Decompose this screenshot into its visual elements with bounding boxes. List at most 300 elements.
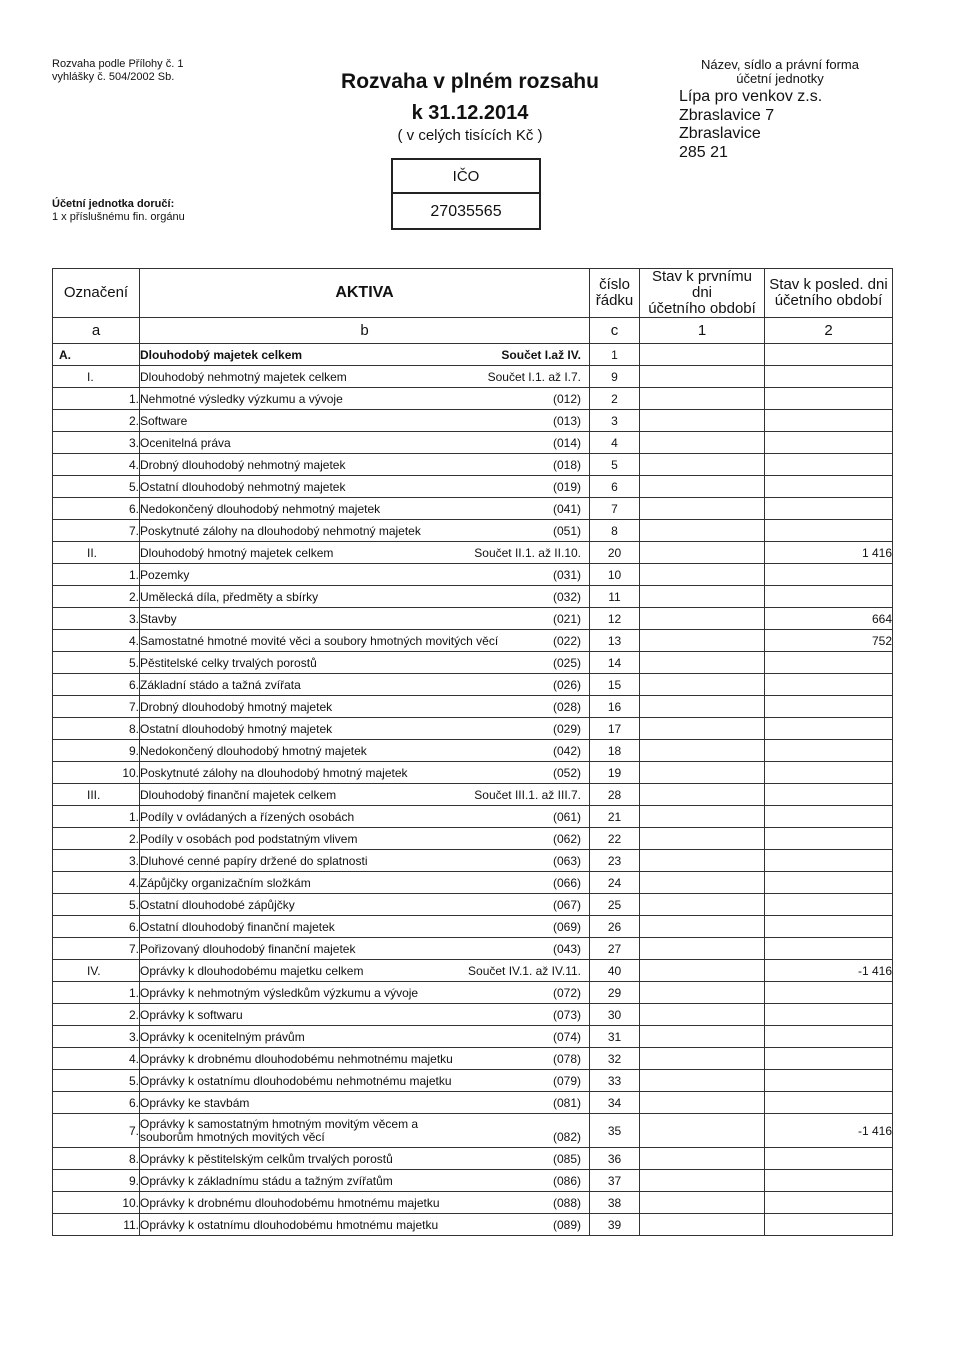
table-row — [53, 696, 893, 718]
cell-row-number: 36 — [590, 1148, 640, 1170]
cell-item-label: Software — [140, 413, 188, 428]
table-row — [53, 1148, 893, 1170]
cell-oznaceni: III. — [53, 784, 140, 806]
cell-aktiva — [140, 1192, 590, 1214]
cell-row-number: 15 — [590, 674, 640, 696]
cell-aktiva — [140, 762, 590, 784]
cell-row-number: 2 — [590, 388, 640, 410]
cell-oznaceni: 9. — [53, 740, 140, 762]
cell-row-number: 13 — [590, 630, 640, 652]
cell-value-start — [640, 608, 765, 630]
cell-aktiva — [140, 696, 590, 718]
cell-account-code: (074) — [552, 1029, 581, 1044]
cell-item-label: Oprávky k základnímu stádu a tažným zvířatům — [140, 1173, 393, 1188]
cell-oznaceni: 8. — [53, 1148, 140, 1170]
cell-account-code: (014) — [552, 435, 581, 450]
cell-aktiva — [140, 630, 590, 652]
cell-row-number: 1 — [590, 344, 640, 366]
cell-value-end — [765, 674, 893, 696]
cell-aktiva — [140, 520, 590, 542]
cell-account-code: (063) — [552, 853, 581, 868]
subheader-col2: 2 — [765, 318, 893, 344]
cell-account-code: (086) — [552, 1173, 581, 1188]
cell-row-number: 8 — [590, 520, 640, 542]
cell-oznaceni: 1. — [53, 982, 140, 1004]
header-stav-posled-1: Stav k posled. dni — [769, 276, 888, 293]
cell-value-end — [765, 366, 893, 388]
cell-oznaceni: 2. — [53, 410, 140, 432]
ico-label: IČO — [393, 160, 539, 194]
cell-account-code: (018) — [552, 457, 581, 472]
cell-row-number: 11 — [590, 586, 640, 608]
cell-aktiva — [140, 1170, 590, 1192]
cell-value-start — [640, 1214, 765, 1236]
cell-value-start — [640, 894, 765, 916]
cell-row-number: 35 — [590, 1114, 640, 1148]
subheader-col1: 1 — [640, 318, 765, 344]
cell-oznaceni: 6. — [53, 674, 140, 696]
cell-account-code: (021) — [552, 611, 581, 626]
cell-item-label: Oprávky k softwaru — [140, 1007, 243, 1022]
entity-address — [679, 88, 822, 162]
cell-row-number: 9 — [590, 366, 640, 388]
cell-item-label: Stavby — [140, 611, 177, 626]
cell-value-end — [765, 784, 893, 806]
cell-aktiva — [140, 850, 590, 872]
cell-value-end — [765, 498, 893, 520]
entity-name: Lípa pro venkov z.s. — [679, 88, 823, 105]
cell-value-start — [640, 872, 765, 894]
cell-aktiva — [140, 894, 590, 916]
cell-row-number: 38 — [590, 1192, 640, 1214]
cell-value-start — [640, 410, 765, 432]
cell-row-number: 22 — [590, 828, 640, 850]
cell-value-start — [640, 542, 765, 564]
cell-row-number: 29 — [590, 982, 640, 1004]
cell-row-number: 18 — [590, 740, 640, 762]
cell-oznaceni: 5. — [53, 894, 140, 916]
table-row — [53, 1092, 893, 1114]
cell-row-number: 16 — [590, 696, 640, 718]
cell-row-number: 7 — [590, 498, 640, 520]
cell-value-end — [765, 916, 893, 938]
cell-account-code: (078) — [552, 1051, 581, 1066]
header-aktiva: AKTIVA — [140, 269, 590, 318]
cell-value-start — [640, 1070, 765, 1092]
cell-item-label: Oprávky k dlouhodobému majetku celkem — [140, 963, 364, 978]
cell-account-code: (041) — [552, 501, 581, 516]
cell-value-start — [640, 938, 765, 960]
cell-value-end — [765, 652, 893, 674]
table-row — [53, 740, 893, 762]
cell-account-code: (062) — [552, 831, 581, 846]
cell-item-label: Zápůjčky organizačním složkám — [140, 875, 311, 890]
cell-item-label: Oprávky k ostatnímu dlouhodobému hmotnému majetku — [140, 1217, 439, 1232]
cell-item-label: Nedokončený dlouhodobý hmotný majetek — [140, 743, 367, 758]
cell-oznaceni: 3. — [53, 1026, 140, 1048]
cell-value-end — [765, 432, 893, 454]
cell-value-end — [765, 1214, 893, 1236]
cell-row-number: 39 — [590, 1214, 640, 1236]
cell-account-code: (019) — [552, 479, 581, 494]
header-stav-prvni-2: účetního období — [648, 300, 756, 317]
cell-value-start — [640, 960, 765, 982]
cell-account-code: (052) — [552, 765, 581, 780]
report-units: ( v celých tisících Kč ) — [397, 127, 543, 144]
cell-value-end — [765, 1070, 893, 1092]
cell-item-label: Oprávky k ostatnímu dlouhodobému nehmotnému majetku — [140, 1073, 452, 1088]
cell-aktiva — [140, 344, 590, 366]
regulation-line-1: Rozvaha podle Přílohy č. 1 — [52, 58, 184, 70]
header-stav-posled — [765, 269, 893, 318]
cell-aktiva — [140, 1092, 590, 1114]
cell-aktiva — [140, 1048, 590, 1070]
cell-oznaceni: 7. — [53, 938, 140, 960]
cell-item-label: Oprávky k nehmotným výsledkům výzkumu a vývoje — [140, 985, 419, 1000]
cell-value-end: -1 416 — [765, 960, 893, 982]
cell-aktiva — [140, 498, 590, 520]
cell-item-label: Poskytnuté zálohy na dlouhodobý nehmotný majetek — [140, 523, 421, 538]
cell-account-code: (072) — [552, 985, 581, 1000]
page-title: Rozvaha v plném rozsahu — [341, 70, 599, 93]
entity-city: Zbraslavice — [679, 125, 761, 142]
cell-value-start — [640, 476, 765, 498]
cell-aktiva — [140, 542, 590, 564]
cell-value-end — [765, 938, 893, 960]
cell-item-label: Dluhové cenné papíry držené do splatnosti — [140, 853, 368, 868]
cell-value-end — [765, 1004, 893, 1026]
cell-account-code: (079) — [552, 1073, 581, 1088]
cell-account-code: (042) — [552, 743, 581, 758]
cell-row-number: 6 — [590, 476, 640, 498]
cell-row-number: 28 — [590, 784, 640, 806]
table-row — [53, 828, 893, 850]
cell-value-start — [640, 1192, 765, 1214]
cell-oznaceni: 6. — [53, 498, 140, 520]
cell-value-end — [765, 520, 893, 542]
cell-oznaceni: 5. — [53, 1070, 140, 1092]
cell-value-start — [640, 1092, 765, 1114]
cell-value-end: 752 — [765, 630, 893, 652]
cell-row-number: 21 — [590, 806, 640, 828]
table-row — [53, 366, 893, 388]
cell-value-start — [640, 344, 765, 366]
cell-row-number: 14 — [590, 652, 640, 674]
cell-oznaceni: 5. — [53, 652, 140, 674]
cell-value-start — [640, 366, 765, 388]
cell-account-code: (066) — [552, 875, 581, 890]
cell-value-end — [765, 872, 893, 894]
table-row — [53, 630, 893, 652]
cell-item-label: Pěstitelské celky trvalých porostů — [140, 655, 317, 670]
subheader-c: c — [590, 318, 640, 344]
table-header-row — [53, 269, 893, 318]
cell-row-number: 40 — [590, 960, 640, 982]
cell-account-code: (043) — [552, 941, 581, 956]
cell-account-code: (073) — [552, 1007, 581, 1022]
table-row — [53, 1048, 893, 1070]
cell-item-label: Oprávky k samostatným hmotným movitým věcem a souborům hmotných movitých věcí — [140, 1116, 419, 1144]
table-row — [53, 432, 893, 454]
cell-row-number: 19 — [590, 762, 640, 784]
cell-item-label: Nedokončený dlouhodobý nehmotný majetek — [140, 501, 381, 516]
cell-oznaceni: A. — [53, 344, 140, 366]
ico-box — [391, 158, 541, 230]
cell-aktiva — [140, 586, 590, 608]
cell-account-code: Součet I.až IV. — [501, 347, 581, 362]
cell-row-number: 10 — [590, 564, 640, 586]
cell-item-label: Ostatní dlouhodobý hmotný majetek — [140, 721, 333, 736]
header-stav-posled-2: účetního období — [774, 292, 883, 309]
cell-value-end — [765, 1170, 893, 1192]
cell-value-end — [765, 806, 893, 828]
table-row — [53, 498, 893, 520]
table-row — [53, 960, 893, 982]
cell-aktiva — [140, 1148, 590, 1170]
cell-value-start — [640, 1048, 765, 1070]
entity-zip: 285 21 — [679, 143, 728, 161]
cell-value-start — [640, 1148, 765, 1170]
cell-value-end — [765, 696, 893, 718]
cell-value-start — [640, 388, 765, 410]
table-row — [53, 894, 893, 916]
table-row — [53, 806, 893, 828]
cell-oznaceni: 3. — [53, 432, 140, 454]
cell-row-number: 23 — [590, 850, 640, 872]
cell-oznaceni: 11. — [53, 1214, 140, 1236]
cell-value-start — [640, 762, 765, 784]
cell-item-label: Pozemky — [140, 567, 190, 582]
cell-value-start — [640, 850, 765, 872]
cell-value-end — [765, 718, 893, 740]
table-row — [53, 762, 893, 784]
cell-value-end — [765, 762, 893, 784]
table-row — [53, 586, 893, 608]
cell-row-number: 26 — [590, 916, 640, 938]
cell-value-end — [765, 344, 893, 366]
cell-account-code: (089) — [552, 1217, 581, 1232]
cell-aktiva — [140, 1214, 590, 1236]
cell-account-code: (031) — [552, 567, 581, 582]
cell-aktiva — [140, 938, 590, 960]
cell-aktiva — [140, 1026, 590, 1048]
header-cislo-radku-2: řádku — [595, 292, 634, 309]
cell-item-label: Samostatné hmotné movité věci a soubory hmotných movitých věcí — [140, 633, 499, 648]
cell-oznaceni: II. — [53, 542, 140, 564]
balance-sheet-table — [52, 268, 893, 1236]
cell-value-start — [640, 630, 765, 652]
cell-item-label: Drobný dlouhodobý nehmotný majetek — [140, 457, 346, 472]
table-row — [53, 1114, 893, 1148]
cell-value-end — [765, 564, 893, 586]
cell-value-start — [640, 564, 765, 586]
cell-oznaceni: 8. — [53, 718, 140, 740]
cell-aktiva — [140, 916, 590, 938]
cell-item-label: Dlouhodobý hmotný majetek celkem — [140, 545, 334, 560]
cell-row-number: 5 — [590, 454, 640, 476]
cell-item-label: Podíly v ovládaných a řízených osobách — [140, 809, 355, 824]
cell-value-end — [765, 1092, 893, 1114]
table-row — [53, 520, 893, 542]
cell-oznaceni: 1. — [53, 806, 140, 828]
cell-value-start — [640, 828, 765, 850]
cell-value-start — [640, 498, 765, 520]
cell-aktiva — [140, 960, 590, 982]
cell-account-code: (029) — [552, 721, 581, 736]
cell-item-label: Poskytnuté zálohy na dlouhodobý hmotný majetek — [140, 765, 408, 780]
cell-value-start — [640, 674, 765, 696]
delivery-label: Účetní jednotka doručí: — [52, 198, 175, 210]
cell-account-code: Součet III.1. až III.7. — [474, 787, 581, 802]
cell-aktiva — [140, 1070, 590, 1092]
cell-aktiva — [140, 366, 590, 388]
table-row — [53, 1214, 893, 1236]
cell-aktiva — [140, 674, 590, 696]
cell-account-code: (025) — [552, 655, 581, 670]
table-row — [53, 1192, 893, 1214]
cell-aktiva — [140, 872, 590, 894]
cell-item-label: Umělecká díla, předměty a sbírky — [140, 589, 319, 604]
cell-value-start — [640, 784, 765, 806]
cell-value-start — [640, 520, 765, 542]
cell-value-end — [765, 1148, 893, 1170]
cell-item-label: Oprávky k pěstitelským celkům trvalých porostů — [140, 1151, 393, 1166]
cell-value-end — [765, 410, 893, 432]
cell-row-number: 30 — [590, 1004, 640, 1026]
table-row — [53, 652, 893, 674]
table-row — [53, 410, 893, 432]
cell-oznaceni: 7. — [53, 1114, 140, 1148]
cell-oznaceni: 1. — [53, 388, 140, 410]
cell-oznaceni: 2. — [53, 828, 140, 850]
cell-oznaceni: 10. — [53, 762, 140, 784]
title-block — [330, 70, 610, 144]
cell-oznaceni: 4. — [53, 630, 140, 652]
entity-label-line-1: Název, sídlo a právní forma — [701, 57, 859, 72]
cell-aktiva — [140, 388, 590, 410]
cell-value-end: -1 416 — [765, 1114, 893, 1148]
cell-item-label: Dlouhodobý finanční majetek celkem — [140, 787, 337, 802]
cell-aktiva — [140, 410, 590, 432]
cell-value-end — [765, 894, 893, 916]
cell-item-label: Ostatní dlouhodobý finanční majetek — [140, 919, 335, 934]
table-row — [53, 476, 893, 498]
cell-oznaceni: IV. — [53, 960, 140, 982]
table-row — [53, 718, 893, 740]
cell-value-end: 664 — [765, 608, 893, 630]
table-row — [53, 564, 893, 586]
cell-value-end — [765, 828, 893, 850]
cell-account-code: (032) — [552, 589, 581, 604]
cell-account-code: Součet IV.1. až IV.11. — [468, 963, 581, 978]
cell-row-number: 37 — [590, 1170, 640, 1192]
cell-value-start — [640, 696, 765, 718]
table-row — [53, 388, 893, 410]
cell-value-end — [765, 1048, 893, 1070]
cell-aktiva — [140, 608, 590, 630]
cell-row-number: 24 — [590, 872, 640, 894]
table-row — [53, 608, 893, 630]
subheader-a: a — [53, 318, 140, 344]
table-row — [53, 850, 893, 872]
table-row — [53, 344, 893, 366]
cell-value-end — [765, 740, 893, 762]
cell-row-number: 34 — [590, 1092, 640, 1114]
cell-item-label: Dlouhodobý majetek celkem — [140, 347, 303, 362]
header-stav-prvni — [640, 269, 765, 318]
cell-aktiva — [140, 806, 590, 828]
cell-value-start — [640, 586, 765, 608]
cell-value-start — [640, 454, 765, 476]
cell-account-code: (012) — [552, 391, 581, 406]
cell-item-label: Ostatní dlouhodobý nehmotný majetek — [140, 479, 346, 494]
table-row — [53, 1026, 893, 1048]
cell-row-number: 20 — [590, 542, 640, 564]
cell-value-end — [765, 1026, 893, 1048]
entity-label — [680, 58, 880, 86]
cell-oznaceni: 5. — [53, 476, 140, 498]
cell-account-code: Součet II.1. až II.10. — [474, 545, 581, 560]
cell-item-label: Základní stádo a tažná zvířata — [140, 677, 301, 692]
cell-item-label: Ostatní dlouhodobé zápůjčky — [140, 897, 295, 912]
cell-row-number: 3 — [590, 410, 640, 432]
cell-aktiva — [140, 740, 590, 762]
cell-value-end — [765, 982, 893, 1004]
cell-item-label: Oprávky ke stavbám — [140, 1095, 250, 1110]
table-row — [53, 938, 893, 960]
cell-account-code: (088) — [552, 1195, 581, 1210]
cell-aktiva — [140, 982, 590, 1004]
cell-oznaceni: 4. — [53, 454, 140, 476]
table-row — [53, 982, 893, 1004]
cell-item-label: Nehmotné výsledky výzkumu a vývoje — [140, 391, 343, 406]
cell-account-code: (069) — [552, 919, 581, 934]
cell-row-number: 4 — [590, 432, 640, 454]
cell-oznaceni: 2. — [53, 1004, 140, 1026]
cell-item-label: Oprávky k ocenitelným právům — [140, 1029, 305, 1044]
cell-aktiva — [140, 454, 590, 476]
cell-account-code: Součet I.1. až I.7. — [487, 369, 581, 384]
cell-oznaceni: 3. — [53, 850, 140, 872]
delivery-value: 1 x příslušnému fin. orgánu — [52, 211, 185, 223]
table-row — [53, 872, 893, 894]
header-stav-prvni-1: Stav k prvnímu dni — [651, 268, 753, 301]
cell-aktiva — [140, 652, 590, 674]
cell-account-code: (028) — [552, 699, 581, 714]
table-row — [53, 784, 893, 806]
report-date: k 31.12.2014 — [411, 102, 529, 124]
cell-aktiva — [140, 1114, 590, 1148]
cell-oznaceni: 6. — [53, 1092, 140, 1114]
cell-value-start — [640, 432, 765, 454]
cell-row-number: 12 — [590, 608, 640, 630]
cell-value-start — [640, 1114, 765, 1148]
table-row — [53, 454, 893, 476]
cell-row-number: 17 — [590, 718, 640, 740]
table-body — [53, 344, 893, 1236]
cell-account-code: (061) — [552, 809, 581, 824]
cell-aktiva — [140, 476, 590, 498]
cell-oznaceni: 4. — [53, 1048, 140, 1070]
cell-value-start — [640, 982, 765, 1004]
cell-item-label: Dlouhodobý nehmotný majetek celkem — [140, 369, 347, 384]
cell-value-start — [640, 1004, 765, 1026]
cell-value-end — [765, 476, 893, 498]
table-row — [53, 674, 893, 696]
header-cislo-radku-1: číslo — [599, 276, 630, 293]
cell-value-start — [640, 1170, 765, 1192]
cell-account-code: (085) — [552, 1151, 581, 1166]
